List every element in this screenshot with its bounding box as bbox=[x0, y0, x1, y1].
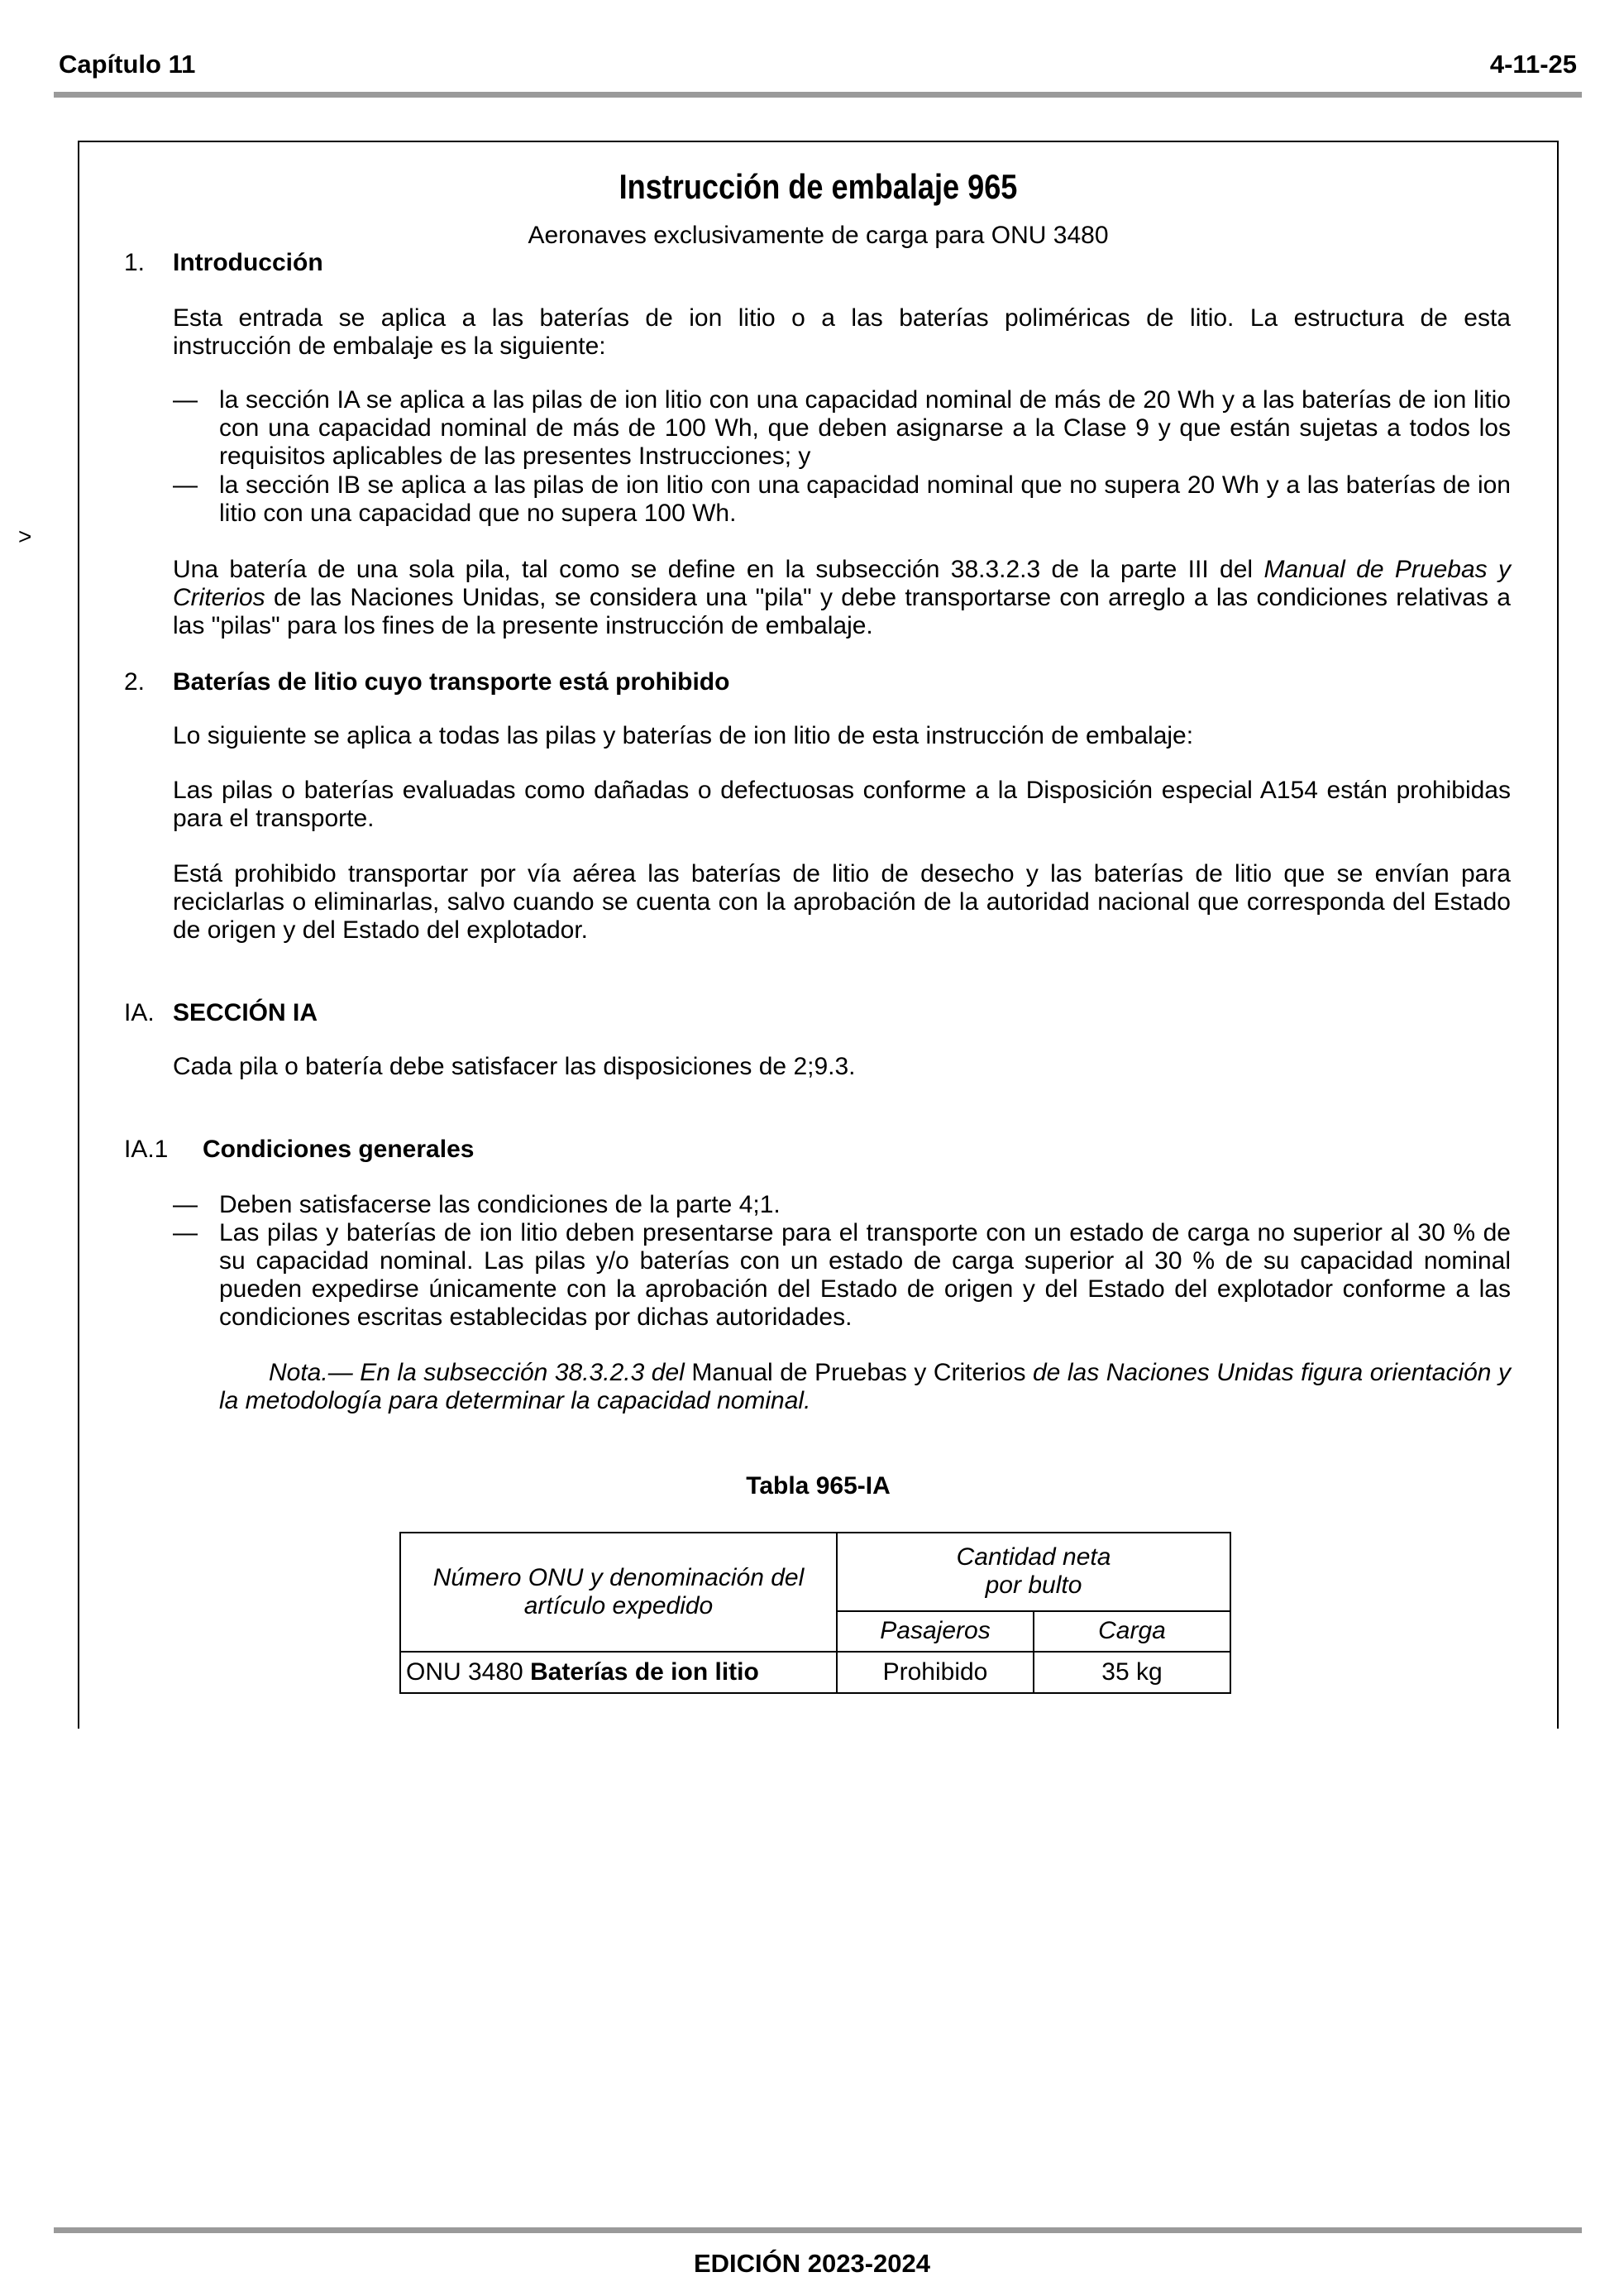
section-2-para2: Las pilas o baterías evaluadas como dañadas o defectuosas conforme a la Disposición especial A154 están prohibidas para el transporte. bbox=[173, 777, 1511, 832]
table-header-cargo: Carga bbox=[1034, 1611, 1230, 1652]
section-2-para3: Está prohibido transportar por vía aérea las baterías de litio de desecho y las baterías de litio que se envían para reciclarlas o eliminarlas, salvo cuando se cuenta con la aprobación de la autoridad nacional que corresponda del Estado de origen y del Estado del explotador. bbox=[173, 860, 1511, 944]
table-cell-passengers: Prohibido bbox=[837, 1652, 1034, 1693]
section-ia1-bullet-1: Deben satisfacerse las condiciones de la parte 4;1. bbox=[219, 1191, 781, 1218]
section-1-para2: Una batería de una sola pila, tal como se define en la subsección 38.3.2.3 de la parte III del Manual de Pruebas y Criterios de las Naciones Unidas, se considera una "pila" y debe transportarse con arreglo a las condiciones relativas a las "pilas" para los fines de la presente instrucción de embalaje. bbox=[173, 556, 1511, 639]
section-ia-para: Cada pila o batería debe satisfacer las disposiciones de 2;9.3. bbox=[173, 1053, 856, 1080]
table-header-passengers: Pasajeros bbox=[837, 1611, 1034, 1652]
section-1-number: 1. bbox=[124, 249, 146, 276]
quantity-table bbox=[399, 1532, 1231, 1694]
table-cell-article: ONU 3480 Baterías de ion litio bbox=[400, 1652, 837, 1693]
section-2-para1: Lo siguiente se aplica a todas las pilas y baterías de ion litio de esta instrucción de embalaje: bbox=[173, 722, 1194, 749]
section-2-heading: Baterías de litio cuyo transporte está prohibido bbox=[173, 668, 730, 696]
section-1-bullet-2: la sección IB se aplica a las pilas de ion litio con una capacidad nominal que no supera 20 Wh y a las baterías de ion litio con una capacidad que no supera 100 Wh. bbox=[219, 471, 1511, 527]
bullet-dash: — bbox=[173, 471, 198, 499]
bullet-dash: — bbox=[173, 1191, 198, 1218]
section-ia-number: IA. bbox=[124, 999, 155, 1026]
section-ia1-bullet-2: Las pilas y baterías de ion litio deben presentarse para el transporte con un estado de carga no superior al 30 % de su capacidad nominal. Las pilas y/o baterías con un estado de carga superior al 30 % de su capacidad nominal pueden expedirse únicamente con la aprobación del Estado de origen y del Estado del explotador conforme a las condiciones escritas establecidas por dichas autoridades. bbox=[219, 1219, 1511, 1331]
table-cell-cargo: 35 kg bbox=[1034, 1652, 1230, 1693]
table-header-quantity: Cantidad neta por bulto bbox=[837, 1533, 1230, 1611]
section-1-para1-line2: instrucción de embalaje es la siguiente: bbox=[173, 332, 606, 360]
edition-footer: EDICIÓN 2023-2024 bbox=[693, 2249, 931, 2278]
manual-title: Manual de Pruebas y Criterios bbox=[173, 556, 1511, 611]
section-1-bullet-1: la sección IA se aplica a las pilas de ion litio con una capacidad nominal de más de 20 Wh y a las baterías de ion litio con una capacidad nominal de más de 100 Wh, que deben asignarse a la Clase 9 y que están sujetas a todos los requisitos aplicables de las presentes Instrucciones; y bbox=[219, 386, 1511, 470]
bullet-dash: — bbox=[173, 386, 198, 414]
header-rule bbox=[54, 92, 1582, 98]
table-caption: Tabla 965-IA bbox=[746, 1472, 891, 1500]
change-marker: > bbox=[18, 524, 32, 549]
footer-rule bbox=[54, 2227, 1582, 2233]
page-title: Instrucción de embalaje 965 bbox=[619, 167, 1018, 206]
bullet-dash: — bbox=[173, 1219, 198, 1246]
table-row bbox=[400, 1652, 1230, 1693]
table-header-article: Número ONU y denominación del artículo expedido bbox=[400, 1533, 837, 1652]
section-ia-heading: SECCIÓN IA bbox=[173, 999, 318, 1026]
section-ia1-number: IA.1 bbox=[124, 1136, 169, 1163]
chapter-label: Capítulo 11 bbox=[59, 50, 196, 79]
page-subtitle: Aeronaves exclusivamente de carga para ONU 3480 bbox=[528, 222, 1109, 249]
manual-title: Manual de Pruebas y Criterios bbox=[691, 1359, 1026, 1386]
section-1-para1-line1: Esta entrada se aplica a las baterías de ion litio o a las baterías poliméricas de litio. La estructura de esta bbox=[173, 304, 1511, 332]
page-reference: 4-11-25 bbox=[1489, 50, 1577, 79]
section-1-heading: Introducción bbox=[173, 249, 323, 276]
section-2-number: 2. bbox=[124, 668, 146, 696]
section-ia1-note: Nota.— En la subsección 38.3.2.3 del Manual de Pruebas y Criterios de las Naciones Unidas figura orientación y la metodología para determinar la capacidad nominal. bbox=[219, 1359, 1511, 1414]
section-ia1-heading: Condiciones generales bbox=[203, 1136, 475, 1163]
